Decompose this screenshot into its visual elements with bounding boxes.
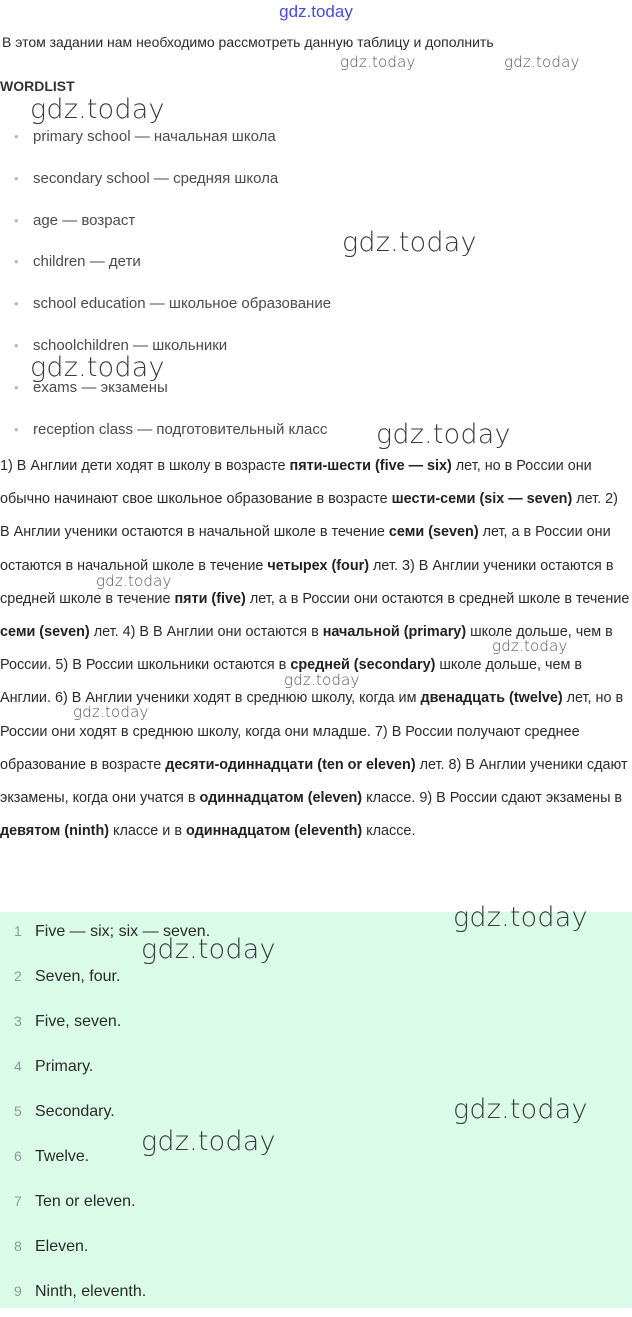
answer-item	[0, 1182, 210, 1227]
watermark: gdz.today	[141, 934, 276, 965]
answer-text: Eleven.	[35, 1238, 89, 1255]
wordlist-item: • children — дети	[14, 247, 331, 289]
paragraph-text: лет. 2) В Англии ученики остаются в начальной школе в течение	[0, 491, 618, 541]
answer-text: Seven, four.	[35, 968, 121, 985]
paragraph-answer: пяти (five)	[174, 590, 246, 607]
paragraph-answer: одиннадцатом (eleven)	[199, 790, 363, 807]
wordlist-item: • school education — школьное образование	[14, 289, 331, 331]
paragraph-text: 1) В Англии дети ходят в школу в возрасте	[0, 458, 290, 474]
paragraph-text: лет. 3) В Англии ученики остаются в средней школе в течение	[0, 557, 614, 607]
wordlist-item: • secondary school — средняя школа	[14, 164, 331, 206]
paragraph-text: лет, но в России они обычно начинают свое школьное образование в возрасте	[0, 458, 592, 508]
answer-text: Secondary.	[35, 1103, 115, 1120]
wordlist-item: • schoolchildren — школьники	[14, 331, 331, 373]
watermark: gdz.today	[284, 671, 360, 689]
answer-text: Five, seven.	[35, 1013, 122, 1030]
paragraph-answer: десяти-одиннадцати (ten or eleven)	[165, 756, 416, 773]
wordlist-item: • primary school — начальная школа	[14, 122, 331, 164]
watermark: gdz.today	[73, 703, 149, 721]
watermark: gdz.today	[30, 352, 165, 383]
watermark: gdz.today	[30, 94, 165, 125]
watermark: gdz.today	[342, 227, 477, 258]
watermark: gdz.today	[504, 53, 580, 71]
paragraph-text: лет, но в России они ходят в среднюю школу, когда они младше. 7) В России получают среднее образование в возрасте	[0, 690, 624, 773]
paragraph-text: лет. 4) В В Англии они остаются в	[89, 624, 323, 641]
answer-number: 1	[14, 923, 22, 939]
watermark: gdz.today	[96, 572, 172, 590]
answer-text: Primary.	[35, 1058, 94, 1075]
answer-number: 7	[14, 1193, 22, 1209]
paragraph-text: школе дольше, чем в России. 5) В России школьники остаются в	[0, 624, 613, 674]
paragraph-answer: четырех (four)	[267, 557, 370, 574]
answer-number: 4	[14, 1058, 22, 1074]
watermark: gdz.today	[492, 637, 568, 655]
wordlist-title: WORDLIST	[0, 78, 75, 94]
answers-list	[0, 912, 210, 1317]
answer-text: Ninth, eleventh.	[35, 1283, 147, 1300]
paragraph-text: классе. 9) В России сдают экзамены в	[362, 790, 623, 807]
answer-item	[0, 1272, 210, 1317]
paragraph-text: классе и в	[109, 823, 186, 840]
answer-text: Twelve.	[35, 1148, 90, 1165]
paragraph-text: лет, а в России они остаются в средней школе в течение	[245, 590, 630, 607]
answer-number: 9	[14, 1283, 22, 1299]
answer-item	[0, 1002, 210, 1047]
answer-number: 6	[14, 1148, 22, 1164]
wordlist-item: • reception class — подготовительный класс	[14, 415, 331, 457]
paragraph-answer: семи (seven)	[388, 524, 479, 541]
watermark: gdz.today	[340, 53, 416, 71]
paragraph-text: лет, а в России они остаются в начальной школе в течение	[0, 524, 611, 574]
intro-text: В этом задании нам необходимо рассмотреть данную таблицу и дополнить	[2, 34, 494, 50]
answer-item	[0, 1047, 210, 1092]
paragraph-answer: шести-семи (six — seven)	[391, 491, 573, 508]
paragraph-answer: средней (secondary)	[290, 657, 436, 674]
answer-item	[0, 1227, 210, 1272]
answer-number: 2	[14, 968, 22, 984]
paragraph-answer: пяти-шести (five — six)	[289, 458, 452, 474]
watermark: gdz.today	[453, 902, 588, 933]
wordlist-item: • exams — экзамены	[14, 373, 331, 415]
answer-number: 5	[14, 1103, 22, 1119]
paragraph-text: школе дольше, чем в Англии. 6) В Англии ученики ходят в среднюю школу, когда им	[0, 657, 583, 707]
paragraph-answer: начальной (primary)	[322, 624, 467, 641]
watermark: gdz.today	[141, 1126, 276, 1157]
answer-number: 8	[14, 1238, 22, 1254]
answer-number: 3	[14, 1013, 22, 1029]
paragraph-answer: одиннадцатом (eleventh)	[185, 823, 363, 840]
paragraph-answer: семи (seven)	[0, 624, 90, 641]
paragraph-answer: девятом (ninth)	[0, 823, 110, 840]
paragraph-text: лет. 8) В Англии ученики сдают экзамены, когда они учатся в	[0, 756, 628, 807]
wordlist	[14, 122, 331, 456]
wordlist-item: • age — возраст	[14, 206, 331, 248]
site-header-watermark: gdz.today	[279, 2, 353, 21]
paragraph-text: классе.	[362, 823, 416, 840]
watermark: gdz.today	[453, 1094, 588, 1125]
answer-text: Five — six; six — seven.	[35, 923, 211, 940]
answer-text: Ten or eleven.	[35, 1193, 136, 1210]
watermark: gdz.today	[376, 419, 511, 450]
paragraph-answer: двенадцать (twelve)	[420, 690, 563, 707]
